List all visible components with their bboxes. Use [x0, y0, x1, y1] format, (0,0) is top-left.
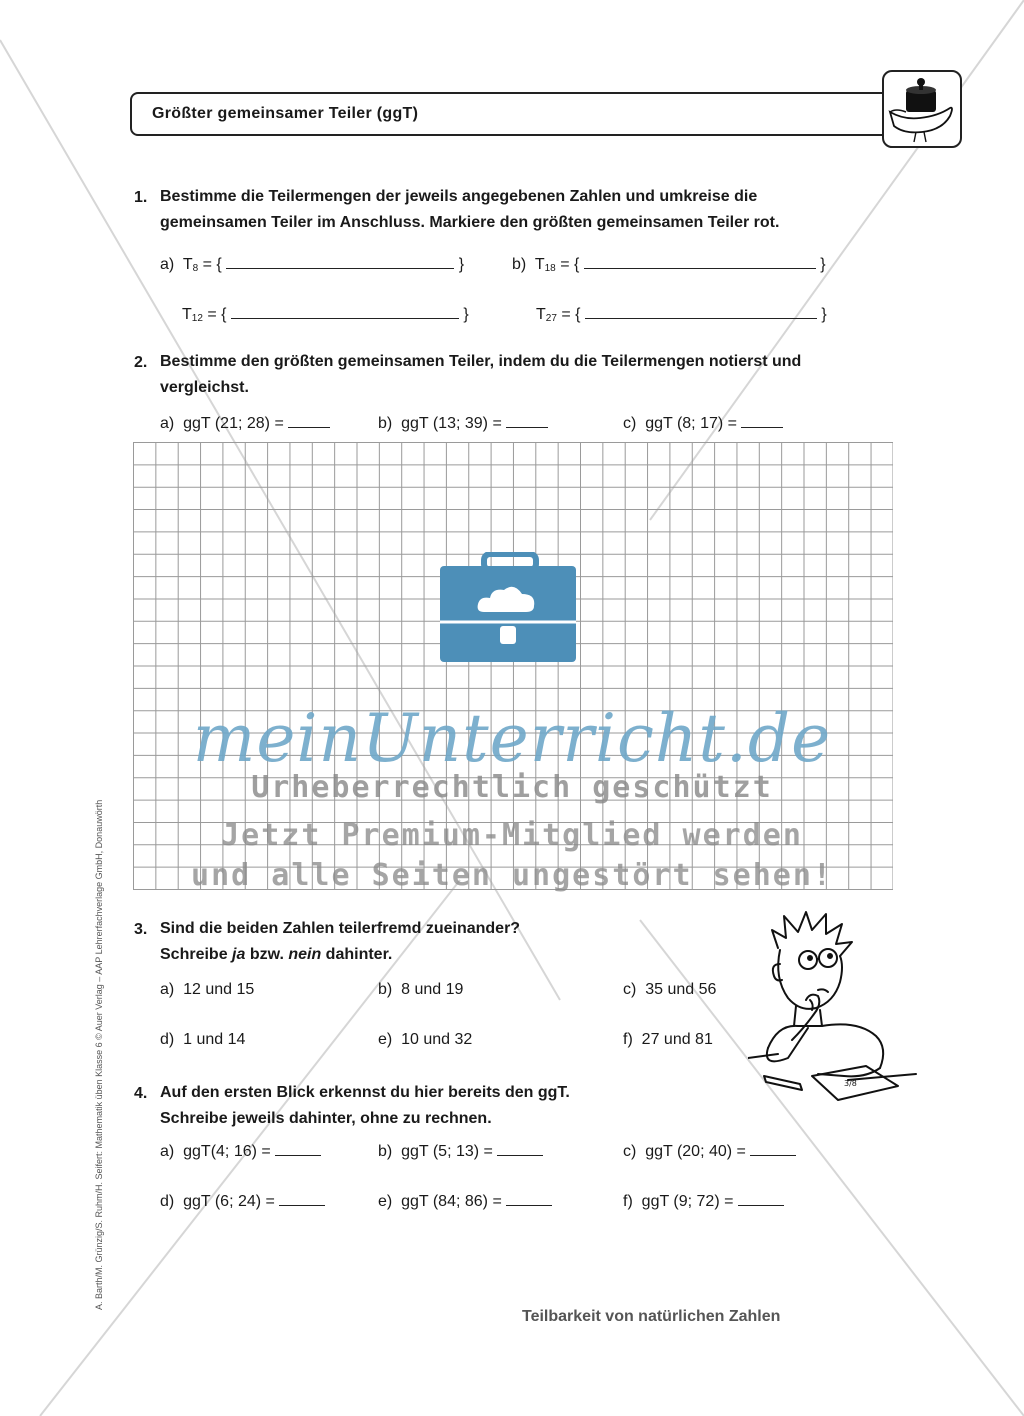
answer-line[interactable]	[226, 254, 454, 269]
task-1b-t18: b) $T_{18}$ = { }	[512, 256, 826, 274]
task-4-number: 4.	[134, 1085, 148, 1102]
task-3d: d) 1 und 14	[160, 1031, 246, 1048]
weight-on-hand-icon	[882, 70, 962, 148]
page-title: Größter gemeinsamer Teiler (ggT)	[152, 105, 419, 122]
answer-line[interactable]	[497, 1141, 543, 1156]
answer-line[interactable]	[741, 413, 783, 428]
watermark-copyright: Urheberrechtlich geschützt	[251, 770, 773, 805]
task-1b-t27: $T_{27}$ = { }	[536, 306, 827, 324]
watermark-premium: Jetzt Premium-Mitglied werden	[221, 818, 803, 853]
answer-line[interactable]	[506, 413, 548, 428]
task-3a: a) 12 und 15	[160, 981, 255, 998]
answer-line[interactable]	[231, 304, 459, 319]
answer-line[interactable]	[738, 1191, 784, 1206]
answer-line[interactable]	[275, 1141, 321, 1156]
task-4b: b) ggT (5; 13) =	[378, 1141, 543, 1161]
task-4f: f) ggT (9; 72) =	[623, 1191, 784, 1211]
task-2-number: 2.	[134, 354, 148, 371]
answer-line[interactable]	[288, 413, 330, 428]
task-3e: e) 10 und 32	[378, 1031, 473, 1048]
task-1a-t8: a) $T_8$ = { }	[160, 256, 465, 274]
chapter-footer: Teilbarkeit von natürlichen Zahlen	[522, 1308, 781, 1325]
task-4c: c) ggT (20; 40) =	[623, 1141, 796, 1161]
answer-line[interactable]	[506, 1191, 552, 1206]
thinking-student-illustration	[748, 908, 918, 1108]
task-3-number: 3.	[134, 921, 148, 938]
watermark-brand: meinUnterricht.de	[192, 700, 832, 777]
briefcase-cloud-icon	[440, 552, 580, 664]
svg-text:3/8: 3/8	[844, 1079, 857, 1088]
task-3b: b) 8 und 19	[378, 981, 464, 998]
answer-line[interactable]	[584, 254, 816, 269]
task-3c: c) 35 und 56	[623, 981, 717, 998]
answer-line[interactable]	[750, 1141, 796, 1156]
task-4e: e) ggT (84; 86) =	[378, 1191, 552, 1211]
task-3-instruction: Sind die beiden Zahlen teilerfremd zueinander? Schreibe ja bzw. nein dahinter.	[160, 920, 521, 963]
task-1a-t12: $T_{12}$ = { }	[182, 306, 469, 324]
task-2b: b) ggT (13; 39) =	[378, 413, 548, 433]
task-4-instruction: Auf den ersten Blick erkennst du hier bereits den ggT. Schreibe jeweils dahinter, ohne zu rechnen.	[160, 1084, 570, 1127]
task-1-number: 1.	[134, 189, 148, 206]
publisher-credit: A. Barth/M. Grünzig/S. Ruhm/H. Seifert: Mathematik üben Klasse 6 © Auer Verlag – AAP Lehrerfachverlage GmbH, Donauwörth	[94, 799, 104, 1310]
task-3f: f) 27 und 81	[623, 1031, 713, 1048]
task-4a: a) ggT(4; 16) =	[160, 1141, 321, 1161]
watermark-unlock: und alle Seiten ungestört sehen!	[191, 858, 833, 893]
answer-line[interactable]	[585, 304, 817, 319]
task-1-instruction: Bestimme die Teilermengen der jeweils angegebenen Zahlen und umkreise die gemeinsamen Teiler im Anschluss. Markiere den größten gemeinsamen Teiler rot.	[160, 188, 780, 231]
task-2-instruction: Bestimme den größten gemeinsamen Teiler, indem du die Teilermengen notierst und vergleichst.	[160, 353, 802, 396]
task-4d: d) ggT (6; 24) =	[160, 1191, 325, 1211]
task-2c: c) ggT (8; 17) =	[623, 413, 783, 433]
task-2a: a) ggT (21; 28) =	[160, 413, 330, 433]
answer-line[interactable]	[279, 1191, 325, 1206]
